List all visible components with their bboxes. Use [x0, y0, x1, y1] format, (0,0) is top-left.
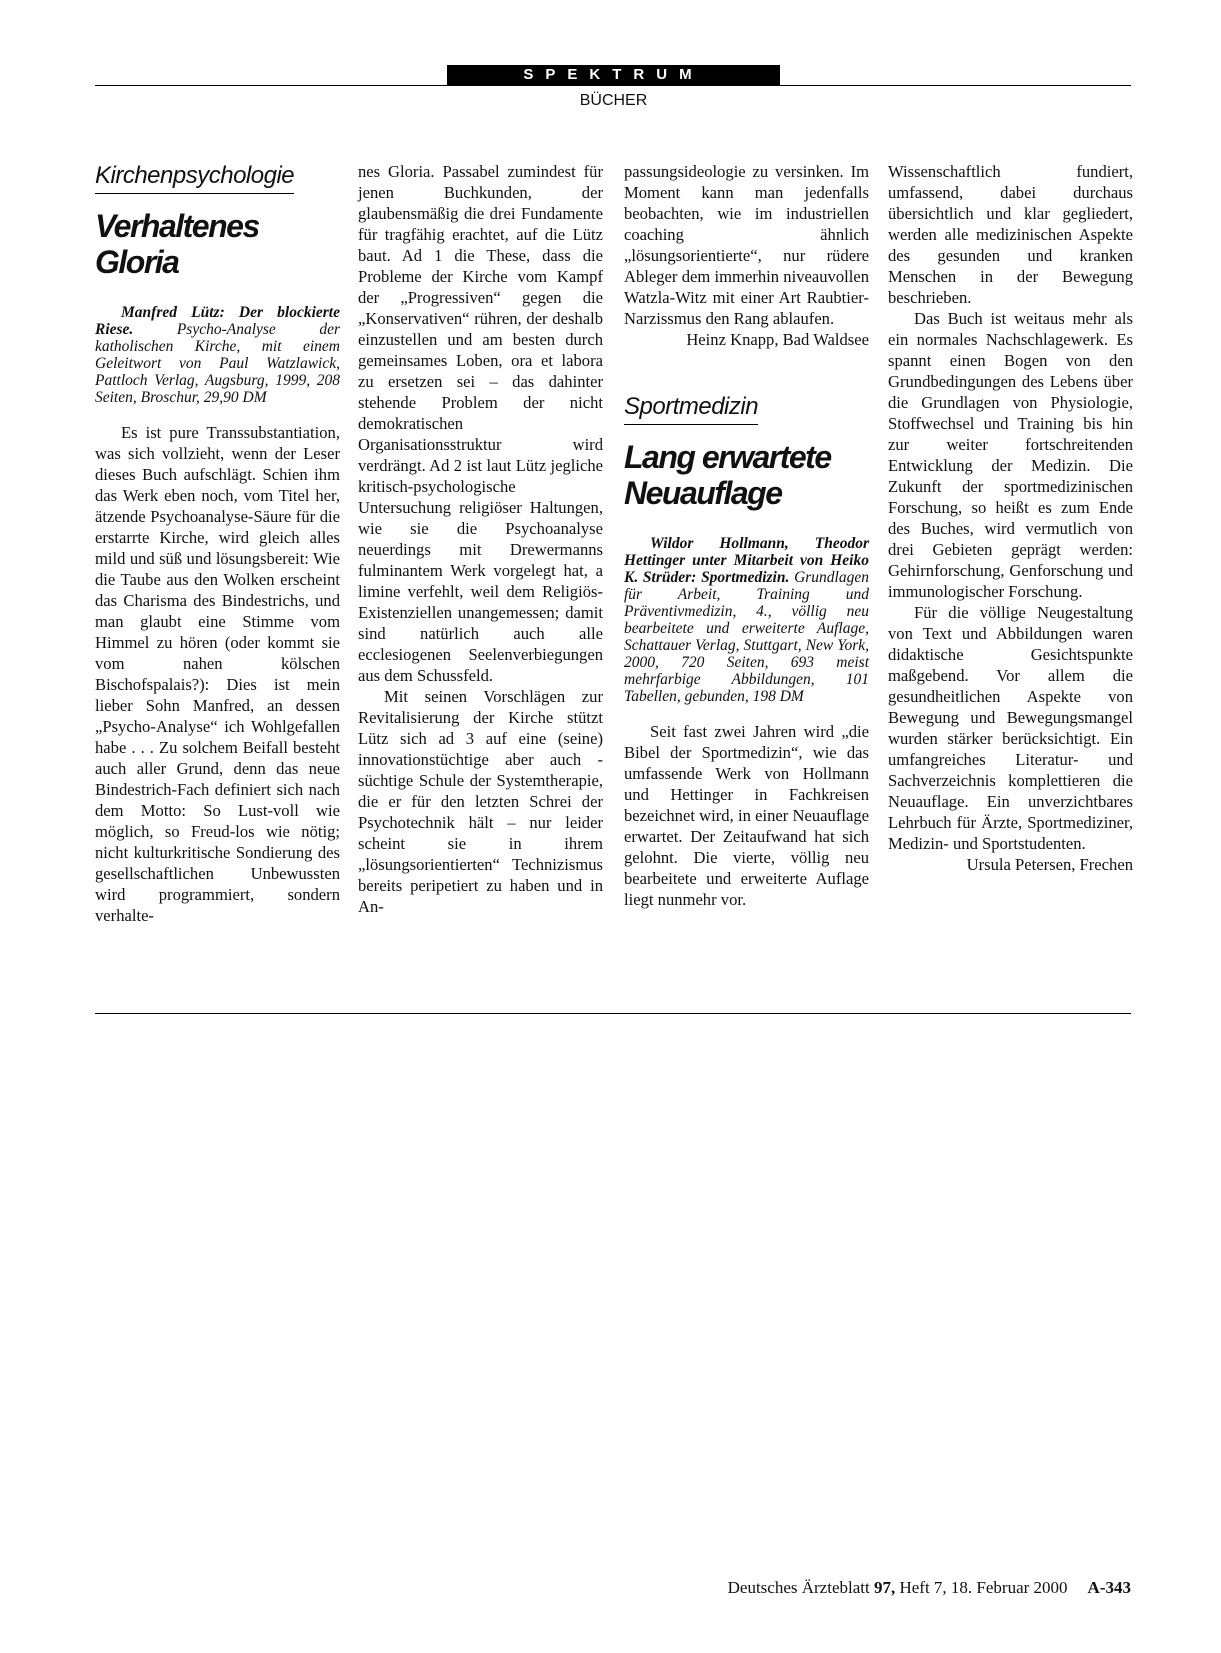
article1-bibliography: [95, 304, 340, 406]
column-3: [624, 161, 869, 910]
article2-paragraph-2: Wissenschaftlich fundiert, umfassend, dabei durchaus übersichtlich und klar gegliedert, werden alle medizinischen Aspekte des gesunden und kranken Menschen in der Bewegung beschrieben.: [888, 162, 1133, 307]
article2-headline: [624, 439, 869, 511]
article1-paragraph-3: Mit seinen Vorschlägen zur Revitalisierung der Kirche stützt Lütz sich ad 3 auf eine (seine) innovationstüchtige aber auch -süchtige Schule der Systemtherapie, die er für den letzten Schrei der Psychotechnik hält – nur leider scheint sie in ihrem „lösungsorientierten“ Technizismus bereits peripetiert zu haben und in An-: [358, 687, 603, 916]
subsection-label: BÜCHER: [579, 92, 648, 109]
article2-paragraph-4: Für die völlige Neugestaltung von Text und Abbildungen waren didaktische Gesichtspunkte maßgebend. Vor allem die gesundheitlichen Aspekte von Bewegung und Bewegungsmangel wurden stärker berücksichtigt. Ein umfangreiches Literatur- und Sachverzeichnis komplettieren die Neuauflage. Ein unverzichtbares Lehrbuch für Ärzte, Sportmediziner, Medizin- und Sportstudenten.: [888, 603, 1133, 853]
page-footer: [728, 1578, 1131, 1598]
section-label: SPEKTRUM: [447, 65, 780, 85]
article2-author: Ursula Petersen, Frechen: [966, 855, 1133, 874]
top-rule: [95, 85, 1131, 86]
article1-paragraph-4: passungsideologie zu versinken. Im Moment kann man jedenfalls beobachten, wie im industriellen coaching ähnlich „lösungsorientierte“, nur rüdere Ableger dem immerhin niveauvollen Watzla-Witz mit einer Art Raubtier-Narzissmus den Rang ablaufen.: [624, 162, 869, 328]
article1-headline: [95, 208, 340, 280]
footer-journal: Deutsches Ärzteblatt: [727, 1578, 874, 1597]
article2-rubric: Sportmedizin: [624, 392, 758, 425]
bottom-rule: [95, 1013, 1131, 1014]
article1-headline-line2: Gloria: [95, 244, 179, 280]
article1-biblio-details: Psycho-Analyse der katholischen Kirche, mit einem Geleitwort von Paul Watzlawick, Pattloch Verlag, Augsburg, 1999, 208 Seiten, Broschur, 29,90 DM: [95, 321, 340, 406]
article2-biblio-title: Wildor Hollmann, Theodor Hettinger unter Mitarbeit von Heiko K. Strüder: Sportmedizin.: [624, 535, 869, 586]
article1-rubric: Kirchenpsychologie: [95, 161, 294, 194]
article1-author: Heinz Knapp, Bad Waldsee: [686, 330, 869, 349]
article1-paragraph-1: Es ist pure Transsubstantiation, was sich vollzieht, wenn der Leser dieses Buch aufschlägt. Schien ihm das Werk eben noch, vom Titel her, ätzende Psychoanalyse-Säure für die erstarrte Kirche, wird gleich alles mild und süß und lösungsbereit: Wie die Taube aus den Wolken erscheint das Charisma des Bindestrichs, und man glaubt eine Stimme vom Himmel zu hören (oder kommt sie vom nahen kölschen Bischofspalais?): Dies ist mein lieber Sohn Manfred, an dessen „Psycho-Analyse“ ich Wohlgefallen habe . . . Zu solchem Beifall besteht auch aller Grund, denn das neue Bindestrich-Fach definiert sich nach dem Motto: So Lust-voll wie möglich, so Freud-los wie nötig; nicht kulturkritische Sondierung des gesellschaftlichen Unbewussten wird programmiert, sondern verhalte-: [95, 423, 340, 925]
footer-page-number: A-343: [1087, 1578, 1131, 1597]
article2-headline-line1: Lang erwartete: [624, 439, 831, 475]
article2-bibliography: [624, 535, 869, 705]
column-4: [888, 161, 1133, 875]
article1-headline-line1: Verhaltenes: [95, 208, 259, 244]
column-1: [95, 161, 340, 926]
footer-issue: Heft 7, 18. Februar 2000: [895, 1578, 1068, 1597]
footer-volume: 97,: [873, 1578, 896, 1597]
article1-biblio-title: Manfred Lütz: Der blockierte Riese.: [95, 304, 340, 338]
article2-biblio-details: Grundlagen für Arbeit, Training und Präventivmedizin, 4., völlig neu bearbeitete und erweiterte Auflage, Schattauer Verlag, Stuttgart, New York, 2000, 720 Seiten, 693 meist mehrfarbige Abbildungen, 101 Tabellen, gebunden, 198 DM: [624, 569, 869, 705]
article2-headline-line2: Neuauflage: [624, 475, 782, 511]
article2-paragraph-1: Seit fast zwei Jahren wird „die Bibel der Sportmedizin“, wie das umfassende Werk von Hollmann und Hettinger in Fachkreisen bezeichnet wird, in einer Neuauflage erwartet. Der Zeitaufwand hat sich gelohnt. Die vierte, völlig neu bearbeitete und erweiterte Auflage liegt nunmehr vor.: [624, 722, 869, 909]
article1-paragraph-2: nes Gloria. Passabel zumindest für jenen Buchkunden, der glaubensmäßig die drei Fundamente für tragfähig erachtet, auf die Lütz baut. Ad 1 die These, dass die Probleme der Kirche vom Kampf der „Progressiven“ gegen die „Konservativen“ rühren, der deshalb einzustellen und am besten durch gemeinsames Loben, ora et labora zu ersetzen sei – das dahinter stehende Problem der nicht demokratischen Organisationsstruktur wird verdrängt. Ad 2 ist laut Lütz jegliche kritisch-psychologische Untersuchung religiöser Haltungen, wie sie die Psychoanalyse neuerdings mit Drewermanns fulminantem Werk vorgelegt hat, a limine verfehlt, weil dem Religiös-Existenziellen unangemessen; damit sind natürlich auch alle ecclesiogenen Seelenverbiegungen aus dem Schussfeld.: [358, 162, 603, 685]
column-2: [358, 161, 603, 917]
article2-paragraph-3: Das Buch ist weitaus mehr als ein normales Nachschlagewerk. Es spannt einen Bogen von den Grundbedingungen des Lebens über die Grundlagen von Physiologie, Stoffwechsel und Training bis hin zur weiter fortschreitenden Entwicklung der Medizin. Die Zukunft der sportmedizinischen Forschung, so heißt es zum Ende des Buches, wird vermutlich von drei Gebieten geprägt werden: Gehirnforschung, Genforschung und immunologischer Forschung.: [888, 309, 1133, 601]
